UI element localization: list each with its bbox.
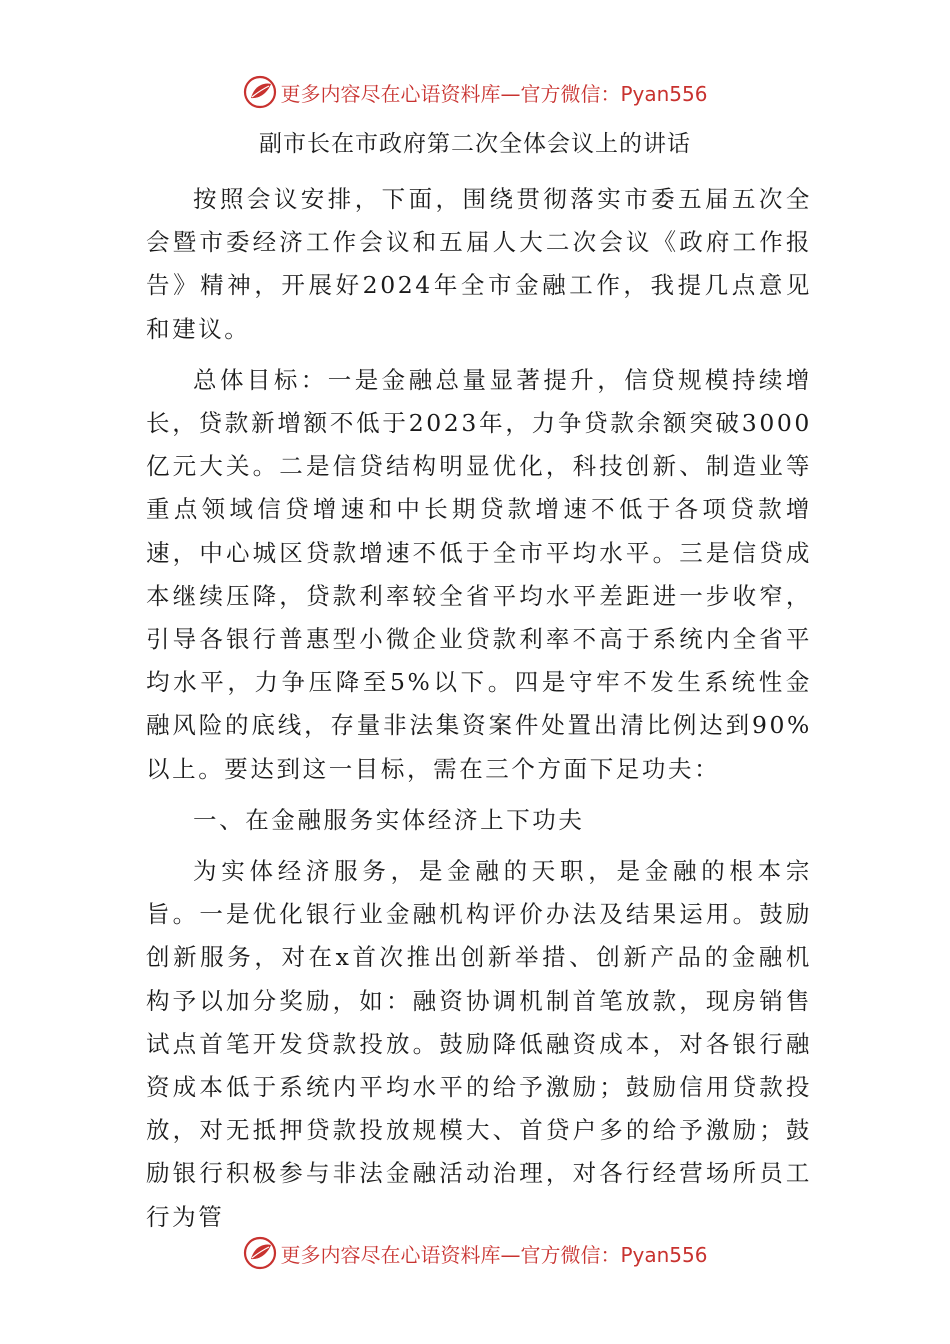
section-heading-1: 一、在金融服务实体经济上下功夫	[193, 805, 585, 834]
paragraph-section-1: 为实体经济服务，是金融的天职，是金融的根本宗旨。一是优化银行业金融机构评价办法及结果运用。鼓励创新服务，对在x首次推出创新举措、创新产品的金融机构予以加分奖励，如：融资协调机制首笔放款，现房销售试点首笔开发贷款投放。鼓励降低融资成本，对各银行融资成本低于系统内平均水平的给予激励；鼓励信用贷款投放，对无抵押贷款投放规模大、首贷户多的给予激励；鼓励银行积极参与非法金融活动治理，对各行经营场所员工行为管	[146, 857, 812, 1231]
leaf-logo-icon	[242, 74, 278, 110]
watermark-banner-top	[0, 72, 950, 112]
watermark-text: 更多内容尽在心语资料库—官方微信：Pyan556	[280, 1242, 708, 1267]
paragraph-intro: 按照会议安排，下面，围绕贯彻落实市委五届五次全会暨市委经济工作会议和五届人大二次会议《政府工作报告》精神，开展好2024年全市金融工作，我提几点意见和建议。	[146, 185, 812, 343]
paragraph-goals: 总体目标：一是金融总量显著提升，信贷规模持续增长，贷款新增额不低于2023年，力争贷款余额突破3000亿元大关。二是信贷结构明显优化，科技创新、制造业等重点领域信贷增速和中长期贷款增速不低于各项贷款增速，中心城区贷款增速不低于全市平均水平。三是信贷成本继续压降，贷款利率较全省平均水平差距进一步收窄，引导各银行普惠型小微企业贷款利率不高于系统内全省平均水平，力争压降至5%以下。四是守牢不发生系统性金融风险的底线，存量非法集资案件处置出清比例达到90%以上。要达到这一目标，需在三个方面下足功夫：	[146, 365, 812, 783]
document-title: 副市长在市政府第二次全体会议上的讲话	[259, 131, 691, 157]
watermark-banner-bottom	[0, 1233, 950, 1273]
watermark-text: 更多内容尽在心语资料库—官方微信：Pyan556	[280, 81, 708, 106]
document-body	[146, 178, 812, 1247]
leaf-logo-icon	[242, 1235, 278, 1271]
